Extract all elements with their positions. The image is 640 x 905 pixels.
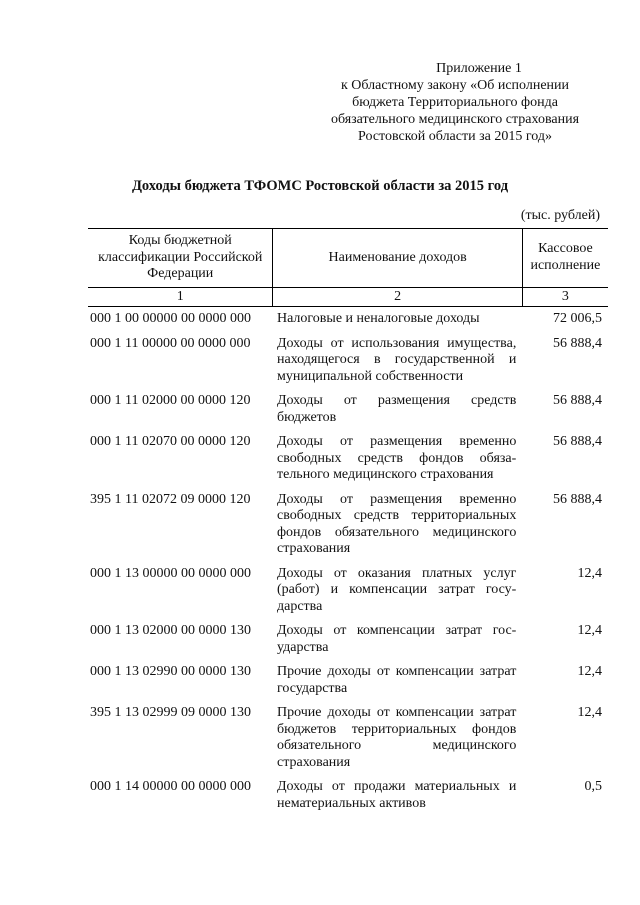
row-name: Налоговые и неналоговые доходы [276,311,480,326]
table-header-row [88,229,608,288]
table-row [88,705,608,779]
appendix-line-3: обязательного медицинского страхования [330,112,580,127]
income-table [88,228,608,820]
table-row [88,393,608,434]
row-code: 000 1 00 00000 00 0000 000 [90,311,251,326]
row-code: 000 1 13 02000 00 0000 130 [90,623,251,638]
header-execution: Кассовое исполнение [522,229,608,288]
header-codes: Коды бюджетной классификации Российской Федерации [88,229,273,288]
row-value: 56 888,4 [553,434,602,449]
row-code: 000 1 11 02000 00 0000 120 [90,393,251,408]
appendix-block [310,60,600,145]
table-row [88,566,608,624]
row-value: 12,4 [577,623,602,638]
appendix-line-4: Ростовской области за 2015 год» [358,129,552,144]
row-code: 000 1 13 02990 00 0000 130 [90,664,251,679]
column-number-3: 3 [522,287,608,307]
table-row [88,492,608,566]
row-name: Доходы от оказания платных услуг (работ) и компенсации затрат государства [276,565,517,614]
row-name: Доходы от использования имущества, находящегося в государственной и муниципальной собственности [276,335,517,384]
row-value: 12,4 [577,565,602,581]
row-value: 56 888,4 [553,335,602,351]
row-name: Прочие доходы от компенсации затрат бюджетов территориальных фондов обязательного медицинского страхования [276,705,517,770]
row-code: 000 1 11 00000 00 0000 000 [90,335,251,351]
row-code: 395 1 13 02999 09 0000 130 [90,705,251,720]
row-name: Доходы от продажи материальных и нематериальных активов [276,779,517,811]
column-number-1: 1 [88,287,273,307]
row-value: 0,5 [584,779,602,794]
row-code: 000 1 11 02070 00 0000 120 [90,434,251,449]
row-code: 000 1 14 00000 00 0000 000 [90,779,251,794]
units-label: (тыс. рублей) [520,208,600,223]
row-value: 56 888,4 [553,491,602,507]
row-name: Доходы от размещения временно свободных средств фондов обязательного медицинского страхования [276,434,517,482]
appendix-title: Приложение 1 [436,61,522,76]
table-row [88,779,608,820]
appendix-line-2: бюджета Территориального фонда [352,95,558,110]
row-value: 12,4 [577,705,602,720]
header-name: Наименование доходов [273,229,522,288]
appendix-line-1: к Областному закону «Об исполнении [340,78,570,93]
row-name: Доходы от компенсации затрат государства [276,623,517,655]
table-row [88,311,608,336]
table-row [88,664,608,705]
table-row [88,336,608,394]
row-name: Доходы от размещения средств бюджетов [276,393,517,425]
row-name: Доходы от размещения временно свободных средств территориальных фондов обязательного медицинского страхования [276,491,517,556]
table-row [88,623,608,664]
column-number-row [88,287,608,307]
document-title: Доходы бюджета ТФОМС Ростовской области за 2015 год [131,178,509,194]
row-name: Прочие доходы от компенсации затрат государства [276,664,517,696]
row-value: 72 006,5 [553,311,602,326]
row-code: 395 1 11 02072 09 0000 120 [90,491,251,507]
column-number-2: 2 [273,287,522,307]
row-value: 56 888,4 [553,393,602,408]
row-code: 000 1 13 00000 00 0000 000 [90,565,251,581]
row-value: 12,4 [577,664,602,679]
table-row [88,434,608,492]
